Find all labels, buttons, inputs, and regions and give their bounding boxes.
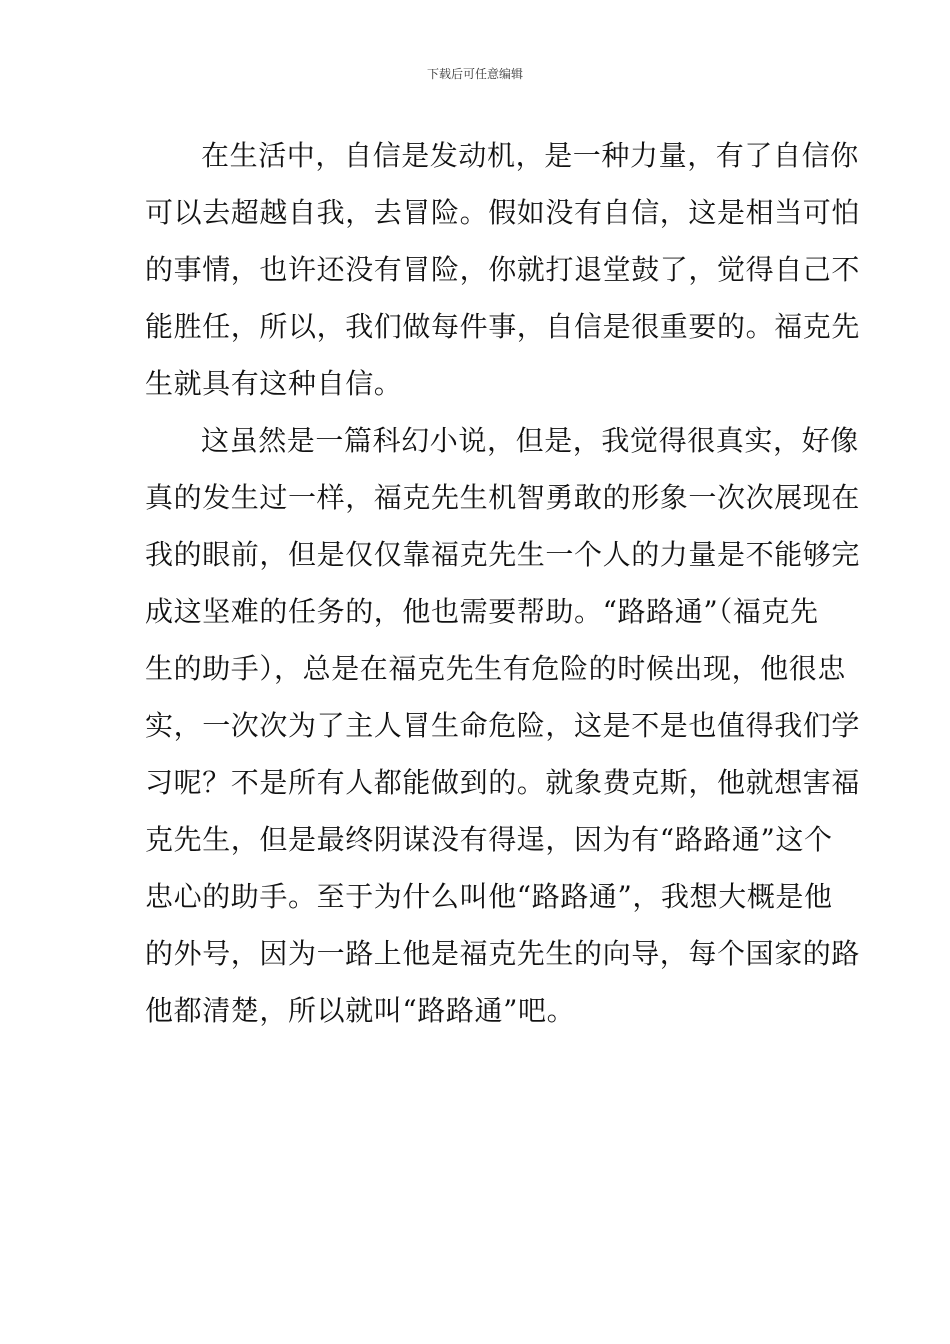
text-line: 他都清楚，所以就叫“路路通”吧。 bbox=[145, 994, 576, 1027]
text-line: 在生活中，自信是发动机，是一种力量，有了自信你 bbox=[201, 139, 859, 172]
text-line: 的事情，也许还没有冒险，你就打退堂鼓了，觉得自己不 bbox=[145, 253, 861, 286]
text-line: 这虽然是一篇科幻小说，但是，我觉得很真实，好像 bbox=[201, 424, 859, 457]
text-line: 成这坚难的任务的，他也需要帮助。“路路通”（福克先 bbox=[145, 595, 819, 628]
text-line: 生的助手），总是在福克先生有危险的时候出现，他很忠 bbox=[145, 652, 847, 685]
text-line: 实，一次次为了主人冒生命危险，这是不是也值得我们学 bbox=[145, 709, 861, 742]
text-line: 可以去超越自我，去冒险。假如没有自信，这是相当可怕 bbox=[145, 196, 861, 229]
text-line: 习呢？不是所有人都能做到的。就象费克斯，他就想害福 bbox=[145, 766, 861, 799]
text-line: 真的发生过一样，福克先生机智勇敢的形象一次次展现在 bbox=[145, 481, 861, 514]
text-line: 克先生，但是最终阴谋没有得逞，因为有“路路通”这个 bbox=[145, 823, 833, 856]
document-body bbox=[145, 127, 861, 1039]
paragraph-1 bbox=[145, 127, 861, 412]
page-header: 下载后可任意编辑 bbox=[426, 67, 523, 81]
text-line: 忠心的助手。至于为什么叫他“路路通”，我想大概是他 bbox=[145, 880, 833, 913]
text-line: 生就具有这种自信。 bbox=[145, 367, 403, 400]
text-line: 能胜任，所以，我们做每件事，自信是很重要的。福克先 bbox=[145, 310, 861, 343]
paragraph-2 bbox=[145, 412, 861, 1039]
text-line: 的外号，因为一路上他是福克先生的向导，每个国家的路 bbox=[145, 937, 861, 970]
text-line: 我的眼前，但是仅仅靠福克先生一个人的力量是不能够完 bbox=[145, 538, 861, 571]
